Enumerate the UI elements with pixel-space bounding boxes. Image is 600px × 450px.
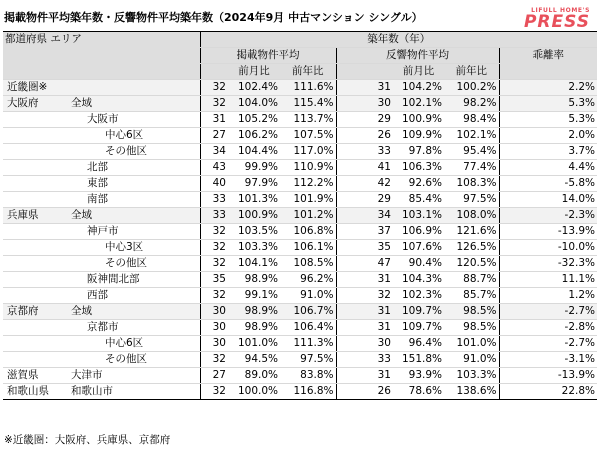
inquiry-avg-cell: 31: [336, 272, 393, 288]
listed-yoy-cell: 91.0%: [280, 288, 336, 304]
divergence-rate-cell: 22.8%: [499, 384, 597, 400]
inquiry-mom-cell: 103.1%: [393, 208, 444, 224]
divergence-rate-cell: 1.2%: [499, 288, 597, 304]
inquiry-avg-cell: 29: [336, 112, 393, 128]
listed-yoy-cell: 96.2%: [280, 272, 336, 288]
table-row: [3, 192, 597, 208]
prefecture-label: 大阪府: [7, 97, 39, 109]
table-row: [3, 96, 597, 112]
region-cell: [3, 368, 200, 384]
listed-avg-cell: 35: [200, 272, 228, 288]
header-inquiry: 反響物件平均: [336, 48, 499, 64]
listed-yoy-cell: 112.2%: [280, 176, 336, 192]
inquiry-avg-cell: 26: [336, 128, 393, 144]
inquiry-avg-cell: 31: [336, 320, 393, 336]
table-row: [3, 176, 597, 192]
listed-mom-cell: 98.9%: [228, 272, 280, 288]
listed-yoy-cell: 110.9%: [280, 160, 336, 176]
listed-avg-cell: 33: [200, 192, 228, 208]
listed-mom-cell: 99.9%: [228, 160, 280, 176]
prefecture-label: 兵庫県: [7, 209, 39, 221]
table-row: [3, 144, 597, 160]
lifull-homes-press-logo: [524, 7, 590, 30]
inquiry-yoy-cell: 98.5%: [444, 320, 499, 336]
inquiry-yoy-cell: 100.2%: [444, 80, 499, 96]
listed-avg-cell: 32: [200, 256, 228, 272]
table-row: [3, 336, 597, 352]
prefecture-label: [5, 177, 7, 189]
region-cell: [3, 304, 200, 320]
inquiry-mom-cell: 85.4%: [393, 192, 444, 208]
listed-yoy-cell: 115.4%: [280, 96, 336, 112]
prefecture-label: [5, 257, 7, 269]
listed-avg-cell: 32: [200, 288, 228, 304]
listed-avg-cell: 27: [200, 368, 228, 384]
prefecture-label: [5, 289, 7, 301]
header-row-1: [3, 32, 597, 48]
prefecture-label: [5, 225, 7, 237]
prefecture-label: [5, 113, 7, 125]
inquiry-mom-cell: 92.6%: [393, 176, 444, 192]
inquiry-mom-cell: 104.2%: [393, 80, 444, 96]
region-cell: [3, 128, 200, 144]
region-cell: [3, 352, 200, 368]
divergence-rate-cell: 2.2%: [499, 80, 597, 96]
inquiry-yoy-cell: 126.5%: [444, 240, 499, 256]
listed-avg-cell: 32: [200, 80, 228, 96]
region-cell: [3, 336, 200, 352]
divergence-rate-cell: -2.8%: [499, 320, 597, 336]
listed-yoy-cell: 111.3%: [280, 336, 336, 352]
area-label: その他区: [105, 257, 147, 269]
table-row: [3, 288, 597, 304]
listed-mom-cell: 99.1%: [228, 288, 280, 304]
divergence-rate-cell: -3.1%: [499, 352, 597, 368]
listed-yoy-cell: 106.1%: [280, 240, 336, 256]
listed-mom-cell: 100.0%: [228, 384, 280, 400]
prefecture-label: [5, 273, 7, 285]
footnote: ※近畿圏：大阪府、兵庫県、京都府: [4, 434, 171, 446]
area-label: 中心3区: [105, 241, 144, 253]
inquiry-avg-cell: 42: [336, 176, 393, 192]
listed-avg-cell: 27: [200, 128, 228, 144]
area-label: 阪神間北部: [87, 273, 140, 285]
logo-main-text: PRESS: [523, 12, 590, 32]
inquiry-yoy-cell: 88.7%: [444, 272, 499, 288]
area-label: 和歌山市: [71, 385, 113, 397]
table-row: [3, 80, 597, 96]
listed-avg-cell: 32: [200, 240, 228, 256]
inquiry-avg-cell: 33: [336, 352, 393, 368]
inquiry-yoy-cell: 120.5%: [444, 256, 499, 272]
listed-avg-cell: 33: [200, 208, 228, 224]
inquiry-yoy-cell: 97.5%: [444, 192, 499, 208]
area-label: 全域: [71, 97, 92, 109]
prefecture-label: 近畿圏※: [7, 81, 48, 93]
inquiry-yoy-cell: 121.6%: [444, 224, 499, 240]
table-row: [3, 304, 597, 320]
logo-top-text: LIFULL HOME'S: [531, 7, 590, 14]
area-label: 神戸市: [87, 225, 119, 237]
inquiry-avg-cell: 31: [336, 304, 393, 320]
data-table: [3, 31, 597, 400]
region-cell: [3, 192, 200, 208]
prefecture-label: [5, 337, 7, 349]
region-cell: [3, 288, 200, 304]
inquiry-yoy-cell: 108.3%: [444, 176, 499, 192]
area-label: その他区: [105, 353, 147, 365]
inquiry-mom-cell: 78.6%: [393, 384, 444, 400]
listed-yoy-cell: 116.8%: [280, 384, 336, 400]
inquiry-avg-cell: 34: [336, 208, 393, 224]
area-label: 東部: [87, 177, 108, 189]
inquiry-avg-cell: 33: [336, 144, 393, 160]
inquiry-yoy-cell: 138.6%: [444, 384, 499, 400]
region-cell: [3, 256, 200, 272]
listed-avg-cell: 30: [200, 320, 228, 336]
listed-mom-cell: 103.5%: [228, 224, 280, 240]
header-age: 築年数（年）: [200, 32, 597, 48]
header-inquiry-yoy: 前年比: [444, 64, 499, 80]
divergence-rate-cell: 2.0%: [499, 128, 597, 144]
listed-avg-cell: 32: [200, 384, 228, 400]
listed-avg-cell: 43: [200, 160, 228, 176]
listed-mom-cell: 98.9%: [228, 304, 280, 320]
table-row: [3, 240, 597, 256]
header-inquiry-blank: [336, 64, 393, 80]
header-region: 都道府県 エリア: [3, 32, 200, 80]
inquiry-avg-cell: 37: [336, 224, 393, 240]
inquiry-avg-cell: 30: [336, 336, 393, 352]
listed-avg-cell: 30: [200, 336, 228, 352]
inquiry-mom-cell: 90.4%: [393, 256, 444, 272]
inquiry-yoy-cell: 103.3%: [444, 368, 499, 384]
region-cell: [3, 176, 200, 192]
inquiry-avg-cell: 30: [336, 96, 393, 112]
divergence-rate-cell: -13.9%: [499, 368, 597, 384]
inquiry-avg-cell: 31: [336, 80, 393, 96]
area-label: 南部: [87, 193, 108, 205]
table-row: [3, 224, 597, 240]
listed-yoy-cell: 113.7%: [280, 112, 336, 128]
inquiry-mom-cell: 109.7%: [393, 320, 444, 336]
divergence-rate-cell: -5.8%: [499, 176, 597, 192]
divergence-rate-cell: 11.1%: [499, 272, 597, 288]
table-row: [3, 128, 597, 144]
listed-avg-cell: 32: [200, 352, 228, 368]
header-inquiry-mom: 前月比: [393, 64, 444, 80]
listed-yoy-cell: 111.6%: [280, 80, 336, 96]
listed-yoy-cell: 117.0%: [280, 144, 336, 160]
inquiry-yoy-cell: 91.0%: [444, 352, 499, 368]
inquiry-yoy-cell: 85.7%: [444, 288, 499, 304]
inquiry-mom-cell: 106.3%: [393, 160, 444, 176]
region-cell: [3, 272, 200, 288]
inquiry-yoy-cell: 101.0%: [444, 336, 499, 352]
listed-mom-cell: 103.3%: [228, 240, 280, 256]
inquiry-mom-cell: 109.7%: [393, 304, 444, 320]
listed-mom-cell: 101.3%: [228, 192, 280, 208]
listed-mom-cell: 104.4%: [228, 144, 280, 160]
divergence-rate-cell: -2.7%: [499, 336, 597, 352]
inquiry-mom-cell: 107.6%: [393, 240, 444, 256]
listed-mom-cell: 94.5%: [228, 352, 280, 368]
region-cell: [3, 384, 200, 400]
divergence-rate-cell: -2.7%: [499, 304, 597, 320]
divergence-rate-cell: 5.3%: [499, 112, 597, 128]
region-cell: [3, 96, 200, 112]
inquiry-yoy-cell: 102.1%: [444, 128, 499, 144]
region-cell: [3, 112, 200, 128]
listed-yoy-cell: 106.8%: [280, 224, 336, 240]
inquiry-mom-cell: 96.4%: [393, 336, 444, 352]
listed-mom-cell: 104.1%: [228, 256, 280, 272]
inquiry-avg-cell: 41: [336, 160, 393, 176]
listed-mom-cell: 100.9%: [228, 208, 280, 224]
region-cell: [3, 80, 200, 96]
prefecture-label: 京都府: [7, 305, 39, 317]
inquiry-mom-cell: 97.8%: [393, 144, 444, 160]
prefecture-label: [5, 353, 7, 365]
area-label: 西部: [87, 289, 108, 301]
area-label: 京都市: [87, 321, 119, 333]
inquiry-yoy-cell: 98.4%: [444, 112, 499, 128]
inquiry-avg-cell: 35: [336, 240, 393, 256]
inquiry-yoy-cell: 98.2%: [444, 96, 499, 112]
region-cell: [3, 224, 200, 240]
prefecture-label: [5, 241, 7, 253]
area-label: 中心6区: [105, 337, 144, 349]
inquiry-avg-cell: 31: [336, 368, 393, 384]
header-listed-blank: [200, 64, 228, 80]
listed-mom-cell: 89.0%: [228, 368, 280, 384]
area-label: 大津市: [71, 369, 103, 381]
prefecture-label: [5, 193, 7, 205]
listed-mom-cell: 104.0%: [228, 96, 280, 112]
listed-mom-cell: 106.2%: [228, 128, 280, 144]
inquiry-avg-cell: 26: [336, 384, 393, 400]
prefecture-label: [5, 129, 7, 141]
listed-mom-cell: 102.4%: [228, 80, 280, 96]
region-cell: [3, 240, 200, 256]
listed-mom-cell: 101.0%: [228, 336, 280, 352]
inquiry-mom-cell: 102.1%: [393, 96, 444, 112]
prefecture-label: [5, 161, 7, 173]
listed-avg-cell: 34: [200, 144, 228, 160]
listed-mom-cell: 97.9%: [228, 176, 280, 192]
header-divergence: 乖離率: [499, 48, 597, 80]
region-cell: [3, 320, 200, 336]
table-row: [3, 320, 597, 336]
table-row: [3, 160, 597, 176]
divergence-rate-cell: -13.9%: [499, 224, 597, 240]
area-label: その他区: [105, 145, 147, 157]
listed-yoy-cell: 83.8%: [280, 368, 336, 384]
table-row: [3, 272, 597, 288]
table-row: [3, 368, 597, 384]
header-listed: 掲載物件平均: [200, 48, 336, 64]
area-label: 大阪市: [87, 113, 119, 125]
inquiry-yoy-cell: 98.5%: [444, 304, 499, 320]
prefecture-label: [5, 145, 7, 157]
divergence-rate-cell: -32.3%: [499, 256, 597, 272]
inquiry-mom-cell: 102.3%: [393, 288, 444, 304]
prefecture-label: [5, 321, 7, 333]
inquiry-mom-cell: 151.8%: [393, 352, 444, 368]
prefecture-label: 和歌山県: [7, 385, 49, 397]
listed-yoy-cell: 101.2%: [280, 208, 336, 224]
area-label: 全域: [71, 305, 92, 317]
inquiry-mom-cell: 109.9%: [393, 128, 444, 144]
header-listed-mom: 前月比: [228, 64, 280, 80]
inquiry-mom-cell: 100.9%: [393, 112, 444, 128]
inquiry-avg-cell: 29: [336, 192, 393, 208]
inquiry-mom-cell: 93.9%: [393, 368, 444, 384]
inquiry-avg-cell: 32: [336, 288, 393, 304]
inquiry-avg-cell: 47: [336, 256, 393, 272]
listed-yoy-cell: 107.5%: [280, 128, 336, 144]
listed-yoy-cell: 106.4%: [280, 320, 336, 336]
table-row: [3, 256, 597, 272]
table-row: [3, 384, 597, 400]
divergence-rate-cell: -2.3%: [499, 208, 597, 224]
listed-avg-cell: 30: [200, 304, 228, 320]
listed-avg-cell: 32: [200, 96, 228, 112]
inquiry-mom-cell: 104.3%: [393, 272, 444, 288]
area-label: 北部: [87, 161, 108, 173]
inquiry-mom-cell: 106.9%: [393, 224, 444, 240]
listed-avg-cell: 32: [200, 224, 228, 240]
listed-mom-cell: 105.2%: [228, 112, 280, 128]
region-cell: [3, 208, 200, 224]
divergence-rate-cell: 3.7%: [499, 144, 597, 160]
header-listed-yoy: 前年比: [280, 64, 336, 80]
prefecture-label: 滋賀県: [7, 369, 39, 381]
region-cell: [3, 144, 200, 160]
area-label: 中心6区: [105, 129, 144, 141]
area-label: 全域: [71, 209, 92, 221]
table-row: [3, 208, 597, 224]
inquiry-yoy-cell: 108.0%: [444, 208, 499, 224]
divergence-rate-cell: -10.0%: [499, 240, 597, 256]
inquiry-yoy-cell: 95.4%: [444, 144, 499, 160]
listed-yoy-cell: 106.7%: [280, 304, 336, 320]
listed-yoy-cell: 108.5%: [280, 256, 336, 272]
listed-mom-cell: 98.9%: [228, 320, 280, 336]
inquiry-yoy-cell: 77.4%: [444, 160, 499, 176]
listed-yoy-cell: 101.9%: [280, 192, 336, 208]
listed-avg-cell: 40: [200, 176, 228, 192]
table-row: [3, 352, 597, 368]
divergence-rate-cell: 14.0%: [499, 192, 597, 208]
table-row: [3, 112, 597, 128]
divergence-rate-cell: 4.4%: [499, 160, 597, 176]
listed-avg-cell: 31: [200, 112, 228, 128]
listed-yoy-cell: 97.5%: [280, 352, 336, 368]
table-title: 掲載物件平均築年数・反響物件平均築年数（2024年9月 中古マンション シングル）: [4, 11, 423, 24]
region-cell: [3, 160, 200, 176]
divergence-rate-cell: 5.3%: [499, 96, 597, 112]
